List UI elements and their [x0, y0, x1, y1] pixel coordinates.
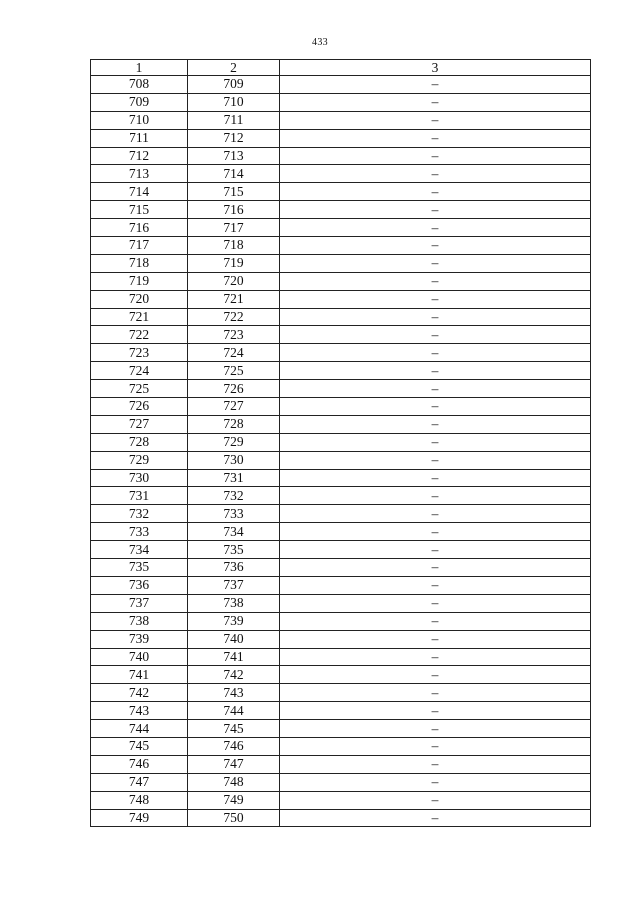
table-row: [91, 219, 591, 237]
table-cell-col3: –: [280, 594, 591, 612]
table-cell-col1: 728: [91, 433, 188, 451]
table-cell-col3: –: [280, 147, 591, 165]
table-row: [91, 272, 591, 290]
table-cell-col3: –: [280, 773, 591, 791]
table-cell-col3: –: [280, 237, 591, 255]
table-cell-col1: 746: [91, 755, 188, 773]
table-cell-col2: 735: [188, 541, 280, 559]
table-row: [91, 487, 591, 505]
table-cell-col1: 741: [91, 666, 188, 684]
table-cell-col1: 744: [91, 720, 188, 738]
table-cell-col2: 722: [188, 308, 280, 326]
table-cell-col1: 731: [91, 487, 188, 505]
table-cell-col2: 746: [188, 737, 280, 755]
table-cell-col3: –: [280, 469, 591, 487]
table-cell-col3: –: [280, 648, 591, 666]
table-cell-col3: –: [280, 219, 591, 237]
column-header-2: 2: [188, 60, 280, 76]
table-cell-col1: 713: [91, 165, 188, 183]
table-row: [91, 612, 591, 630]
table-cell-col2: 736: [188, 559, 280, 577]
table-cell-col3: –: [280, 630, 591, 648]
table-cell-col3: –: [280, 165, 591, 183]
table-row: [91, 362, 591, 380]
table-cell-col1: 747: [91, 773, 188, 791]
table-cell-col2: 733: [188, 505, 280, 523]
table-cell-col1: 715: [91, 201, 188, 219]
table-cell-col1: 733: [91, 523, 188, 541]
table-cell-col1: 742: [91, 684, 188, 702]
table-row: [91, 129, 591, 147]
table-cell-col2: 743: [188, 684, 280, 702]
table-cell-col1: 737: [91, 594, 188, 612]
data-table: [90, 59, 591, 827]
table-cell-col3: –: [280, 737, 591, 755]
table-cell-col3: –: [280, 702, 591, 720]
table-cell-col2: 748: [188, 773, 280, 791]
table-cell-col1: 730: [91, 469, 188, 487]
table-cell-col2: 729: [188, 433, 280, 451]
table-cell-col1: 709: [91, 93, 188, 111]
table-cell-col2: 713: [188, 147, 280, 165]
table-cell-col2: 744: [188, 702, 280, 720]
table-cell-col2: 709: [188, 76, 280, 94]
table-row: [91, 469, 591, 487]
table-cell-col3: –: [280, 666, 591, 684]
table-cell-col3: –: [280, 541, 591, 559]
table-cell-col1: 718: [91, 254, 188, 272]
table-cell-col2: 750: [188, 809, 280, 827]
table-row: [91, 201, 591, 219]
table-cell-col2: 717: [188, 219, 280, 237]
table-row: [91, 93, 591, 111]
table-row: [91, 398, 591, 416]
table-row: [91, 165, 591, 183]
table-cell-col3: –: [280, 684, 591, 702]
table-row: [91, 111, 591, 129]
table-cell-col1: 726: [91, 398, 188, 416]
table-cell-col3: –: [280, 201, 591, 219]
table-cell-col2: 738: [188, 594, 280, 612]
table-cell-col1: 727: [91, 415, 188, 433]
table-row: [91, 433, 591, 451]
table-cell-col1: 717: [91, 237, 188, 255]
table-cell-col1: 708: [91, 76, 188, 94]
table-row: [91, 380, 591, 398]
table-row: [91, 505, 591, 523]
table-cell-col3: –: [280, 290, 591, 308]
table-row: [91, 523, 591, 541]
table-cell-col1: 743: [91, 702, 188, 720]
table-cell-col2: 739: [188, 612, 280, 630]
table-cell-col3: –: [280, 576, 591, 594]
table-cell-col2: 711: [188, 111, 280, 129]
table-cell-col2: 712: [188, 129, 280, 147]
table-cell-col2: 725: [188, 362, 280, 380]
table-row: [91, 630, 591, 648]
table-cell-col1: 720: [91, 290, 188, 308]
table-cell-col2: 721: [188, 290, 280, 308]
table-cell-col3: –: [280, 254, 591, 272]
table-cell-col3: –: [280, 398, 591, 416]
table-row: [91, 594, 591, 612]
table-cell-col1: 740: [91, 648, 188, 666]
table-cell-col1: 725: [91, 380, 188, 398]
table-cell-col3: –: [280, 76, 591, 94]
table-cell-col1: 739: [91, 630, 188, 648]
table-row: [91, 326, 591, 344]
table-cell-col1: 719: [91, 272, 188, 290]
table-cell-col3: –: [280, 111, 591, 129]
table-row: [91, 415, 591, 433]
table-cell-col2: 710: [188, 93, 280, 111]
table-row: [91, 344, 591, 362]
table-cell-col1: 711: [91, 129, 188, 147]
table-cell-col2: 715: [188, 183, 280, 201]
table-cell-col3: –: [280, 433, 591, 451]
table-cell-col1: 735: [91, 559, 188, 577]
table-cell-col1: 712: [91, 147, 188, 165]
table-row: [91, 684, 591, 702]
table-cell-col1: 724: [91, 362, 188, 380]
table-header-row: [91, 60, 591, 76]
table-body: [91, 76, 591, 827]
table-cell-col2: 728: [188, 415, 280, 433]
table-cell-col1: 749: [91, 809, 188, 827]
table-cell-col3: –: [280, 720, 591, 738]
table-cell-col2: 749: [188, 791, 280, 809]
table-cell-col3: –: [280, 559, 591, 577]
column-header-3: 3: [280, 60, 591, 76]
table-cell-col2: 714: [188, 165, 280, 183]
table-cell-col1: 721: [91, 308, 188, 326]
table-cell-col1: 745: [91, 737, 188, 755]
table-cell-col2: 726: [188, 380, 280, 398]
table-cell-col3: –: [280, 308, 591, 326]
table-row: [91, 559, 591, 577]
table-cell-col3: –: [280, 505, 591, 523]
table-cell-col2: 747: [188, 755, 280, 773]
table-cell-col3: –: [280, 362, 591, 380]
table-cell-col2: 731: [188, 469, 280, 487]
table-cell-col3: –: [280, 451, 591, 469]
table-cell-col2: 720: [188, 272, 280, 290]
table-cell-col1: 722: [91, 326, 188, 344]
table-cell-col1: 714: [91, 183, 188, 201]
table-row: [91, 648, 591, 666]
table-cell-col3: –: [280, 791, 591, 809]
table-row: [91, 576, 591, 594]
table-cell-col2: 727: [188, 398, 280, 416]
table-cell-col3: –: [280, 93, 591, 111]
table-cell-col1: 716: [91, 219, 188, 237]
table-row: [91, 290, 591, 308]
table-row: [91, 809, 591, 827]
table-cell-col3: –: [280, 809, 591, 827]
table-cell-col1: 748: [91, 791, 188, 809]
table-cell-col3: –: [280, 612, 591, 630]
table-cell-col3: –: [280, 415, 591, 433]
table-row: [91, 541, 591, 559]
table-cell-col2: 737: [188, 576, 280, 594]
table-row: [91, 666, 591, 684]
table-row: [91, 147, 591, 165]
table-cell-col1: 736: [91, 576, 188, 594]
table-cell-col2: 716: [188, 201, 280, 219]
table-row: [91, 76, 591, 94]
table-cell-col1: 732: [91, 505, 188, 523]
table-cell-col2: 723: [188, 326, 280, 344]
table-cell-col3: –: [280, 183, 591, 201]
table-cell-col2: 724: [188, 344, 280, 362]
table-cell-col1: 729: [91, 451, 188, 469]
table-cell-col2: 719: [188, 254, 280, 272]
table-cell-col2: 740: [188, 630, 280, 648]
page-number: 433: [312, 37, 328, 48]
table-cell-col3: –: [280, 272, 591, 290]
column-header-1: 1: [91, 60, 188, 76]
table-cell-col3: –: [280, 523, 591, 541]
table-cell-col3: –: [280, 755, 591, 773]
table-row: [91, 451, 591, 469]
table-cell-col3: –: [280, 326, 591, 344]
table-row: [91, 308, 591, 326]
table-row: [91, 237, 591, 255]
table-cell-col3: –: [280, 380, 591, 398]
table-cell-col2: 741: [188, 648, 280, 666]
table-row: [91, 702, 591, 720]
table-row: [91, 755, 591, 773]
table-cell-col3: –: [280, 129, 591, 147]
table-cell-col3: –: [280, 487, 591, 505]
table-row: [91, 773, 591, 791]
table-row: [91, 183, 591, 201]
table-cell-col2: 734: [188, 523, 280, 541]
table-row: [91, 720, 591, 738]
table-cell-col2: 742: [188, 666, 280, 684]
table-cell-col2: 732: [188, 487, 280, 505]
table-cell-col1: 723: [91, 344, 188, 362]
table-cell-col1: 734: [91, 541, 188, 559]
table-cell-col1: 710: [91, 111, 188, 129]
table-row: [91, 737, 591, 755]
table-row: [91, 254, 591, 272]
table-cell-col2: 745: [188, 720, 280, 738]
table-cell-col3: –: [280, 344, 591, 362]
table-row: [91, 791, 591, 809]
table-cell-col2: 718: [188, 237, 280, 255]
table-cell-col2: 730: [188, 451, 280, 469]
table-cell-col1: 738: [91, 612, 188, 630]
